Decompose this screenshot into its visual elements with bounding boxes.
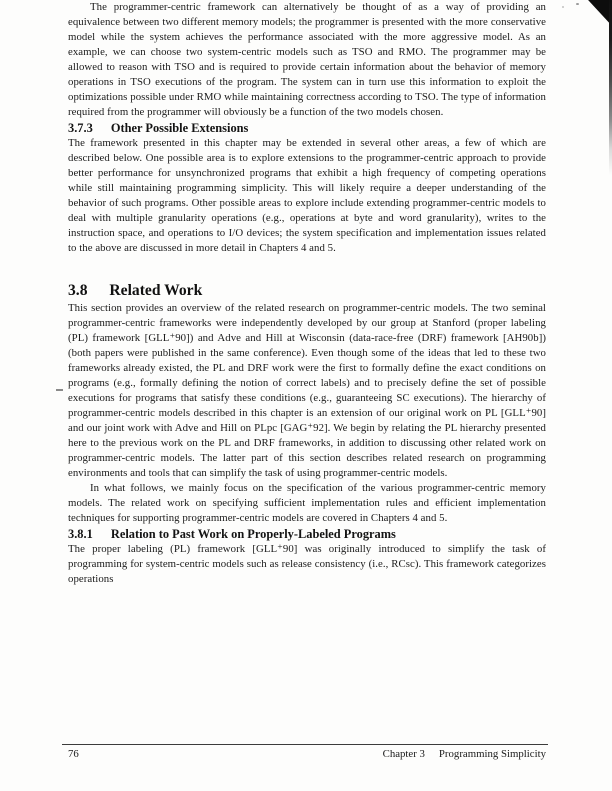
page-footer [68, 748, 546, 760]
section-title: Other Possible Extensions [110, 121, 249, 135]
scan-artifact-speckle [562, 6, 564, 8]
scan-artifact-dash [56, 389, 63, 391]
section-number: 3.7.3 [68, 121, 93, 135]
page-body [68, 0, 546, 587]
section-number: 3.8.1 [68, 527, 93, 541]
footer-rule [62, 744, 548, 745]
paragraph-proper-labeling: The proper labeling (PL) framework [GLL⁺90] was originally introduced to simplify the task of programming for system-centric models such as release consistency (i.e., RCsc). This framework categorizes operations [68, 543, 546, 585]
section-number: 3.8 [68, 282, 88, 299]
paragraph-framework-equivalence: The programmer-centric framework can alternatively be thought of as a way of providing an equivalence between two different memory models; the programmer is presented with the more conservative model while the system achieves the performance associated with the more aggressive model. As an example, we can choose two system-centric models such as TSO and RMO. The programmer may be allowed to reason with TSO and is required to provide certain information about the behavior of memory operations in TSO executions of the program. The system can in turn use this information to exploit the optimizations possible under RMO while maintaining correctness according to TSO. The type of information required from the programmer will obviously be a function of the two models chosen. [68, 1, 546, 118]
paragraph-other-extensions: The framework presented in this chapter may be extended in several other areas, a few of which are described below. One possible area is to explore extensions to the programmer-centric approach to provide better performance for unsynchronized programs that exhibit a high frequency of competing operations while still maintaining programming simplicity. This will likely require a deeper understanding of the behavior of such programs. Other possible areas to explore include extending programmer-centric models to deal with multiple granularity operations (e.g., operations at byte and word granularity), writes to the instruction space, and operations to I/O devices; the system specification and implementation issues related to the above are discussed in more detail in Chapters 4 and 5. [68, 137, 546, 254]
chapter-title: Programming Simplicity [438, 748, 546, 760]
page-number: 76 [68, 748, 79, 760]
section-title: Relation to Past Work on Properly-Labeled Programs [110, 527, 396, 541]
paragraph-specification-focus: In what follows, we mainly focus on the specification of the various programmer-centric memory models. The related work on specifying sufficient implementation rules and efficient implementation techniques for supporting programmer-centric models are covered in Chapters 4 and 5. [68, 482, 546, 524]
paragraph-related-work-overview: This section provides an overview of the related research on programmer-centric models. The two seminal programmer-centric frameworks were independently developed by our group at Stanford (proper labeling (PL) framework [GLL⁺90]) and Adve and Hill at Wisconsin (data-race-free (DRF) framework [AH90b]) (both papers were published in the same conference). Even though some of the ideas that led to these two frameworks already existed, the PL and DRF work were the first to formally define the exact conditions on programs (e.g., formally defining the notion of correct labels) and to precisely define the set of possible executions for programs that satisfy these conditions (e.g., guaranteeing SC executions). The hierarchy of programmer-centric models described in this chapter is an extension of our original work on PL [GLL⁺90] and our joint work with Adve and Hill on PLpc [GAG⁺92]. We begin by relating the PL hierarchy presented here to the previous work on the PL and DRF frameworks, in addition to discussing other related work on programmer-centric models. The latter part of this section describes related research on programming environments and tools that can simplify the task of using programmer-centric models. [68, 302, 546, 479]
section-heading-3-8-1 [68, 526, 546, 542]
chapter-label: Chapter 3 [382, 748, 425, 760]
section-title: Related Work [109, 282, 203, 299]
section-heading-3-8 [68, 281, 546, 301]
scan-artifact-speckle [576, 3, 579, 5]
running-header [383, 748, 546, 760]
section-heading-3-7-3 [68, 120, 546, 136]
